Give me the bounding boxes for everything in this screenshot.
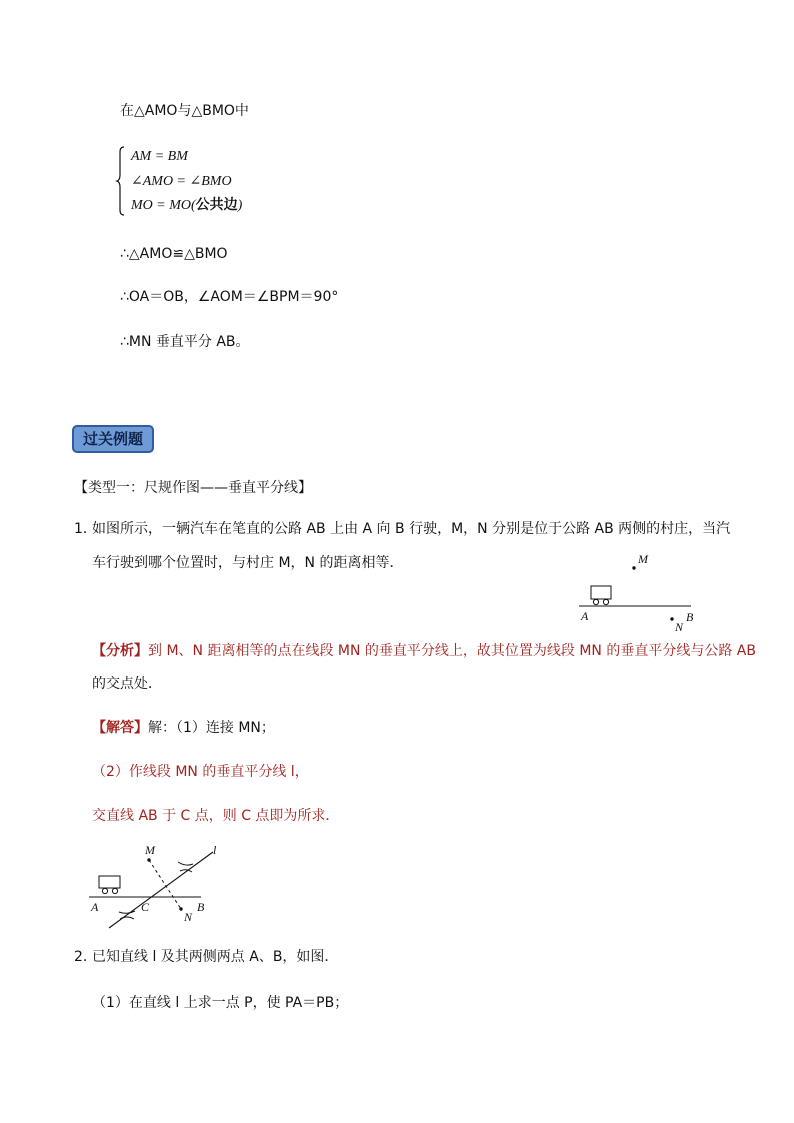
proof-step-3: ∴MN 垂直平分 AB。 [120, 334, 250, 350]
analysis-line-1: 到 M、N 距离相等的点在线段 MN 的垂直平分线上，故其位置为线段 MN 的垂直平分线与公路 AB [148, 643, 756, 659]
figure-construction [85, 840, 230, 930]
answer-line-3: 交直线 AB 于 C 点，则 C 点即为所求． [92, 808, 340, 824]
q1-line-1: 如图所示，一辆汽车在笔直的公路 AB 上由 A 向 B 行驶，M，N 分别是位于公路 AB 两侧的村庄，当汽 [92, 521, 731, 537]
car-wheel-icon [102, 888, 107, 893]
q1-line-2: 车行驶到哪个位置时，与村庄 M，N 的距离相等． [92, 555, 404, 571]
answer-line-2: （2）作线段 MN 的垂直平分线 l， [92, 764, 309, 780]
label-n: N [184, 910, 193, 924]
label-a: A [91, 900, 99, 914]
condition-3 [131, 198, 242, 213]
perpendicular-bisector-l [109, 852, 213, 928]
condition-3-prefix: MO = MO( [131, 198, 196, 213]
brace-icon [116, 146, 126, 216]
type-heading: 【类型一：尺规作图——垂直平分线】 [74, 480, 312, 496]
answer-tag: 【解答】 [92, 720, 148, 736]
label-m: M [145, 843, 155, 857]
analysis-line-2: 的交点处． [92, 676, 162, 692]
label-c: C [141, 900, 150, 914]
village-m-point [632, 566, 635, 569]
label-n: N [675, 620, 684, 634]
q2-sub-1: （1）在直线 l 上求一点 P，使 PA＝PB； [92, 995, 349, 1011]
condition-3-suffix: ) [237, 198, 243, 213]
figure-road-villages [575, 550, 700, 635]
label-b: B [686, 610, 694, 624]
condition-3-tag: 公共边 [195, 197, 238, 213]
q2-line-1: 已知直线 l 及其两侧两点 A、B，如图． [92, 949, 339, 965]
label-l: l [213, 843, 217, 857]
car-wheel-icon [112, 888, 117, 893]
analysis [92, 644, 756, 658]
village-n-point [670, 617, 673, 620]
analysis-tag: 【分析】 [92, 643, 148, 659]
answer [92, 721, 275, 735]
q2-number: 2． [74, 949, 97, 965]
segment-mn [149, 860, 181, 909]
proof-step-1: ∴△AMO≌△BMO [120, 246, 228, 262]
label-b: B [197, 900, 205, 914]
car-wheel-icon [603, 599, 608, 604]
label-a: A [581, 609, 589, 623]
proof-intro: 在△AMO与△BMO中 [120, 103, 249, 119]
condition-1: AM = BM [131, 149, 188, 164]
car-icon [591, 586, 611, 599]
arc-mark-upper [178, 862, 193, 865]
village-n-point [179, 907, 182, 910]
car-icon [99, 876, 120, 888]
answer-line-1: 解：（1）连接 MN； [148, 720, 275, 736]
section-badge: 过关例题 [72, 425, 154, 453]
condition-2: ∠AMO = ∠BMO [131, 174, 232, 189]
proof-step-2: ∴OA＝OB，∠AOM＝∠BPM＝90° [120, 289, 339, 305]
car-wheel-icon [593, 599, 598, 604]
q1-number: 1． [74, 521, 97, 537]
label-m: M [638, 552, 648, 566]
